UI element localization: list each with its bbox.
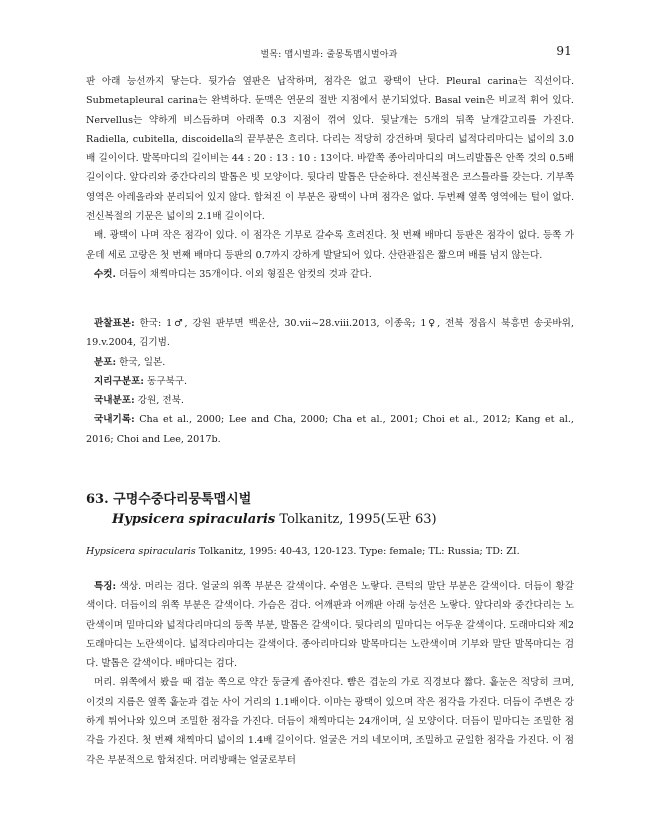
features-label: 특징: (94, 581, 117, 592)
species-plate: (도판 63) (380, 512, 437, 527)
distribution-text: 한국, 일본. (119, 356, 166, 368)
geo-distribution-text: 동구북구. (146, 375, 188, 387)
species-scientific-heading (86, 510, 572, 530)
domestic-records (86, 410, 574, 449)
description-block (86, 72, 574, 284)
species-author: Tolkanitz, 1995 (279, 512, 381, 527)
geo-distribution (86, 372, 574, 391)
species-epithet: spiracularis (188, 512, 276, 527)
examined-specimens (86, 314, 574, 353)
species-heading (86, 490, 572, 530)
species-korean-name: 구명수중다리뭉툭맵시벌 (113, 492, 252, 507)
geo-distribution-label: 지리구분포: (94, 375, 144, 387)
running-title: 벌목: 맵시벌과: 줄몽톡맵시벌아과 (260, 50, 398, 60)
domestic-distribution-text: 강원, 전북. (137, 395, 184, 407)
color-text: 색상. 머리는 검다. 얼굴의 위쪽 부분은 갈색이다. 수염은 노랗다. 큰턱의 말단 부분은 갈색이다. 더듬이 황갈색이다. 더듬이의 위쪽 부분은 갈색이다. 가슴은 검다. 어깨판과 어깨판 아래 능선은 노랗다. 앞다리와 중간다리는 노란색이며 밑마디와 넓적다리마디의 등쪽 부분, 발톱은 갈색이다. 뒷다리의 밑마디는 어두운 갈색이다. 도래마디와 제2도래마디는 노란색이다. 넓적다리마디는 갈색이다. 종아리마디와 발목마디는 노란색이며 기부와 말단 발목마디는 검다. 발톱은 갈색이다. 배마디는 검다. (86, 581, 574, 670)
examined-label: 관찰표본: (94, 318, 135, 329)
domestic-records-text: Cha et al., 2000; Lee and Cha, 2000; Cha et al., 2001; Choi et al., 2012; Kang et al., 2016; Choi and Lee, 2017b. (86, 414, 574, 445)
species-genus: Hypsicera (112, 512, 185, 527)
records-block (86, 314, 574, 449)
distribution-label: 분포: (94, 356, 117, 368)
male-label: 수컷. (94, 268, 116, 280)
domestic-records-label: 국내기록: (94, 414, 135, 426)
domestic-distribution-label: 국내분포: (94, 395, 135, 407)
domestic-distribution (86, 391, 574, 410)
species-korean-heading (86, 490, 572, 510)
synonym-name: Hypsicera spiracularis (86, 546, 196, 557)
description-paragraph: 판 아래 능선까지 닿는다. 뒷가슴 옆판은 납작하며, 점각은 없고 광택이 난다. Pleural carina는 직선이다. Submetapleural carina는 완벽하다. 둔맥은 연문의 절반 지점에서 분기되었다. Basal vein은 비교적 휘어 있다. Nervellus는 약하게 비스듬하며 아래쪽 0.3 지점이 꺾여 있다. 뒷날개는 5개의 뒤쪽 날개갈고리를 가진다. Radiella, cubitella, discoidella의 끝부분은 흐리다. 다리는 적당히 강건하며 뒷다리 넓적다리마디는 넓이의 3.0배 길이이다. 발목마디의 길이비는 44 : 20 : 13 : 10 : 13이다. 바깥쪽 종아리마디의 며느리발톱은 안쪽 것의 0.5배 길이이다. 앞다리와 중간다리의 발톱은 빗 모양이다. 뒷다리 발톱은 단순하다. 전신복절은 코스틀라를 갖는다. 기부쪽 영역은 아레올라와 분리되어 있지 않다. 합쳐진 이 부분은 광택이 나며 점각은 없다. 두번째 옆쪽 영역에는 털이 없다. 전신복절의 기문은 넓이의 2.1배 길이이다. (86, 76, 574, 223)
male-text: 더듬이 채찍마디는 35개이다. 이외 형질은 암컷의 것과 같다. (118, 268, 372, 280)
examined-text: 한국: 1♂, 강원 판부면 백운산, 30.vii~28.viii.2013, 이종욱; 1♀, 전북 정읍시 북흥면 송곳바위, 19.v.2004, 김기범. (86, 318, 574, 349)
male-paragraph (86, 265, 574, 284)
features-block (86, 577, 574, 770)
distribution (86, 353, 574, 372)
page-number: 91 (556, 44, 572, 58)
color-paragraph (86, 577, 574, 673)
synonym-line (86, 546, 572, 557)
head-paragraph: 머리. 위쪽에서 봤을 때 겹눈 쪽으로 약간 둥글게 좁아진다. 뺨은 겹눈의 가로 직경보다 짧다. 홑눈은 적당히 크며, 이것의 지름은 옆쪽 홑눈과 겹눈 사이 거리의 1.1배이다. 이마는 광택이 있으며 작은 점각을 가진다. 더듬이 주변은 강하게 튀어나와 있으며 조밀한 점각을 가진다. 더듬이 채찍마디는 24개이며, 실 모양이다. 더듬이 밑마디는 조밀한 점각을 가진다. 첫 번째 채찍마디 넓이의 1.4배 길이이다. 얼굴은 거의 네모이며, 조밀하고 균일한 점각을 가진다. 이 점각은 부분적으로 합쳐진다. 머리방패는 얼굴로부터 (86, 677, 574, 766)
abdomen-paragraph: 배. 광택이 나며 작은 점각이 있다. 이 점각은 기부로 갈수록 흐려진다. 첫 번째 배마디 등판은 점각이 없다. 등쪽 가운데 세로 고랑은 첫 번째 배마디 등판의 0.7까지 강하게 발달되어 있다. 산란관집은 짧으며 배를 넘지 않는다. (86, 230, 574, 261)
synonym-text: Tolkanitz, 1995: 40-43, 120-123. Type: female; TL: Russia; TD: ZI. (198, 546, 520, 557)
species-number: 63. (86, 492, 109, 507)
